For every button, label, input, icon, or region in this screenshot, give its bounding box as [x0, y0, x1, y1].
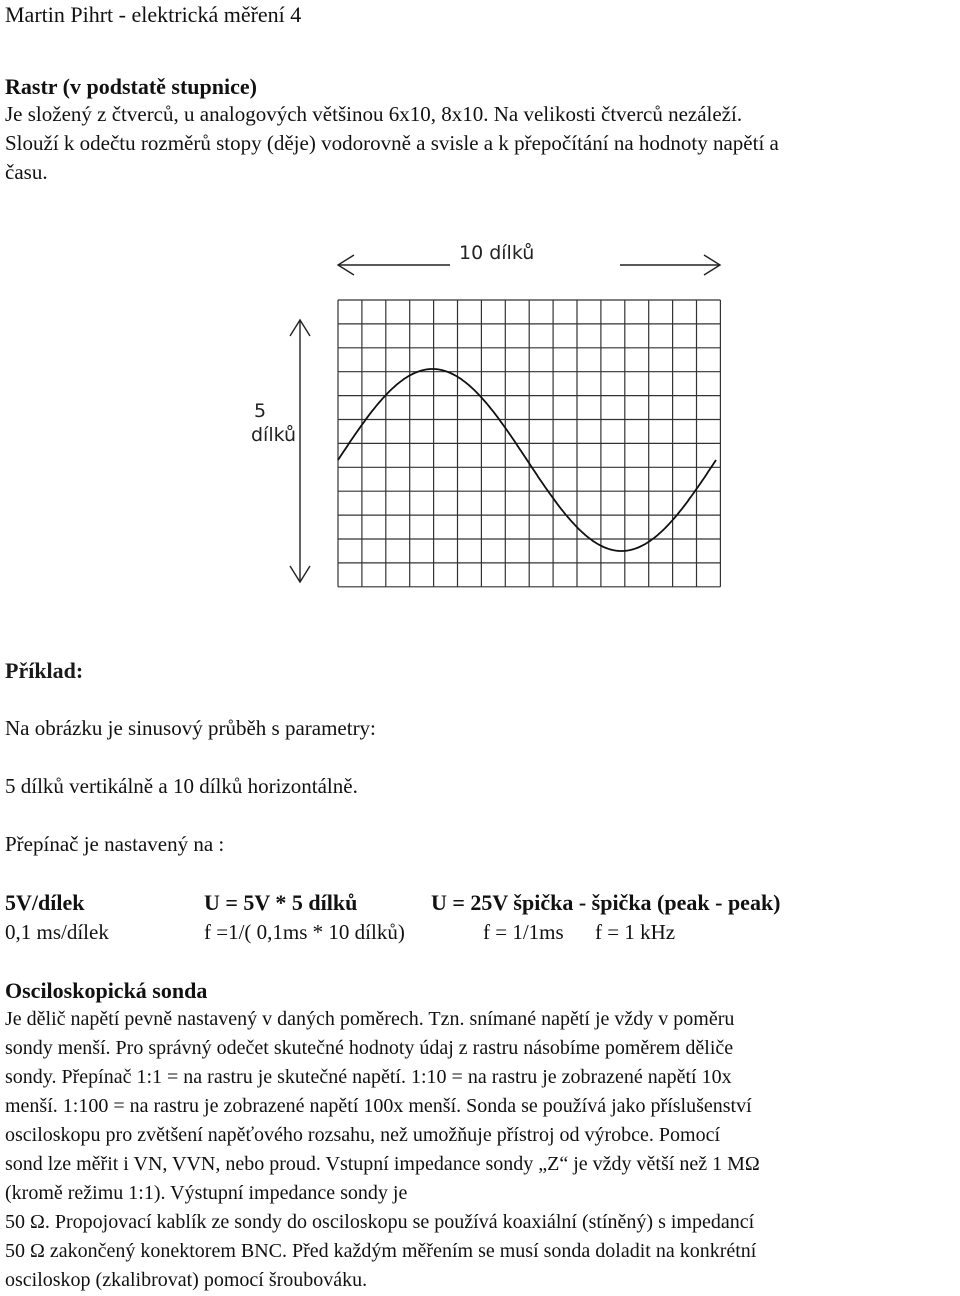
sine-trace: [338, 369, 716, 551]
example-heading: Příklad:: [5, 658, 84, 683]
example-text-1: Na obrázku je sinusový průběh s parametry:: [5, 716, 376, 740]
raster-text-line-1: Je složený z čtverců, u analogových většinou 6x10, 8x10. Na velikosti čtverců nezáleží.: [5, 102, 743, 126]
raster-heading: Rastr (v podstatě stupnice): [5, 74, 257, 99]
probe-text-line-7: (kromě režimu 1:1). Výstupní impedance sondy je: [5, 1182, 408, 1204]
horizontal-dimension-label: 10 dílků: [459, 242, 535, 264]
probe-text-line-6: sond lze měřit i VN, VVN, nebo proud. Vstupní impedance sondy „Z“ je vždy větší než 1 MΩ: [5, 1153, 760, 1175]
probe-text-line-10: osciloskop (zkalibrovat) pomocí šroubováku.: [5, 1269, 368, 1291]
probe-text-line-2: sondy menší. Pro správný odečet skutečné hodnoty údaj z rastru násobíme poměrem děliče: [5, 1037, 734, 1059]
voltage-result: U = 25V špička - špička (peak - peak): [431, 890, 781, 915]
raster-text-line-2: Slouží k odečtu rozměrů stopy (děje) vodorovně a svisle a k přepočítání na hodnoty napětí a: [5, 131, 779, 155]
page-header-title: Martin Pihrt - elektrická měření 4: [5, 2, 302, 27]
voltage-calculation: U = 5V * 5 dílků: [204, 890, 358, 915]
vertical-dimension-label-unit: dílků: [251, 424, 297, 446]
probe-text-line-8: 50 Ω. Propojovací kablík ze sondy do osciloskopu se používá koaxiální (stíněný) s impedancí: [5, 1211, 755, 1233]
frequency-result: f = 1 kHz: [595, 920, 676, 944]
raster-text-line-3: času.: [5, 160, 48, 184]
probe-text-line-1: Je dělič napětí pevně nastavený v daných poměrech. Tzn. snímané napětí je vždy v poměru: [5, 1008, 735, 1030]
vertical-dimension-label-number: 5: [254, 400, 267, 422]
raster-grid: [338, 300, 720, 587]
probe-text-line-9: 50 Ω zakončený konektorem BNC. Před každým měřením se musí sonda doladit na konkrétní: [5, 1240, 757, 1262]
example-text-3: Přepínač je nastavený na :: [5, 832, 225, 856]
vertical-dimension-arrow: [290, 320, 310, 582]
probe-text-line-4: menší. 1:100 = na rastru je zobrazené napětí 100x menší. Sonda se používá jako příslušenství: [5, 1095, 752, 1117]
probe-text-line-5: osciloskopu pro zvětšení napěťového rozsahu, než umožňuje přístroj od výrobce. Pomocí: [5, 1124, 721, 1146]
probe-text-line-3: sondy. Přepínač 1:1 = na rastru je skutečné napětí. 1:10 = na rastru je zobrazené napětí 10x: [5, 1066, 732, 1088]
setting-volts-per-division: 5V/dílek: [5, 890, 85, 915]
example-text-2: 5 dílků vertikálně a 10 dílků horizontálně.: [5, 774, 358, 798]
probe-heading: Osciloskopická sonda: [5, 978, 208, 1003]
raster-figure: [250, 232, 730, 607]
setting-time-per-division: 0,1 ms/dílek: [5, 920, 109, 944]
frequency-calculation: f =1/( 0,1ms * 10 dílků): [204, 920, 405, 944]
frequency-intermediate: f = 1/1ms: [483, 920, 564, 944]
